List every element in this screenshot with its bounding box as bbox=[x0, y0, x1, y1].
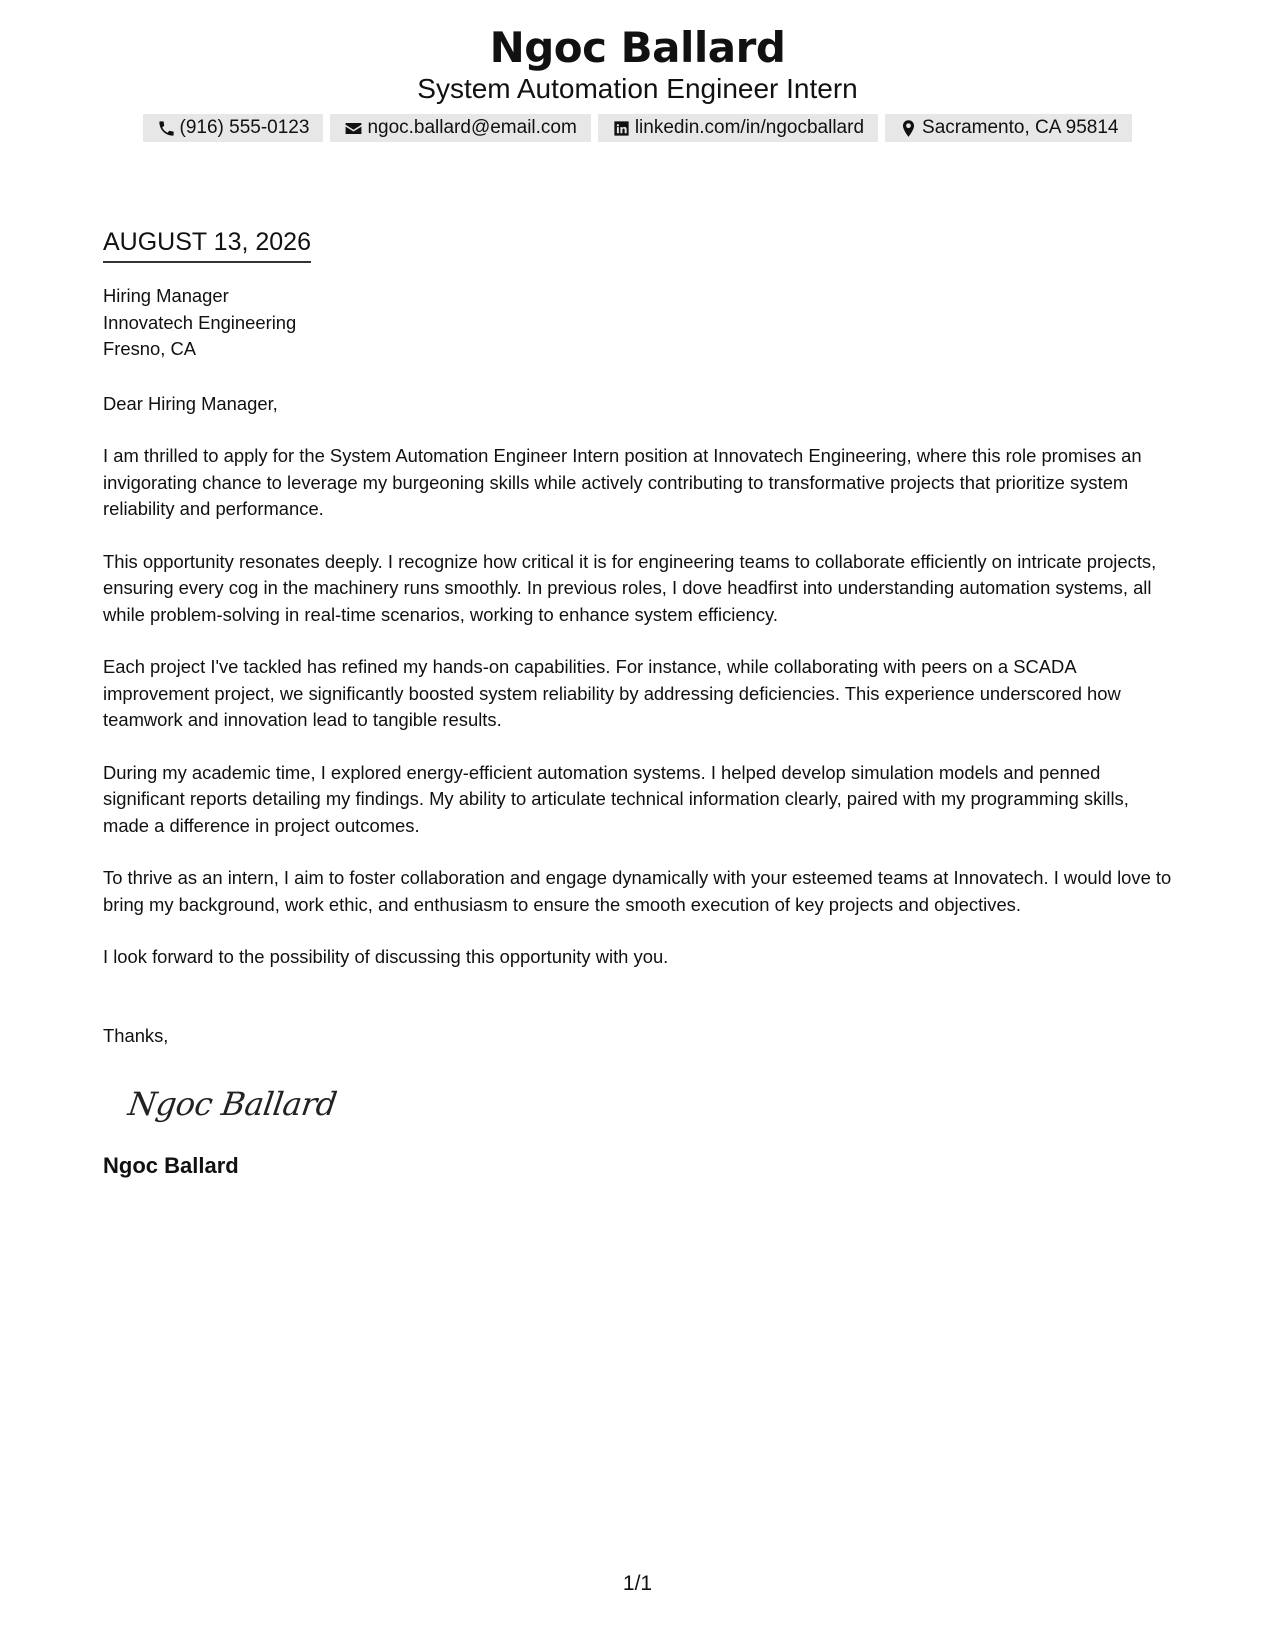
body-paragraph: This opportunity resonates deeply. I recognize how critical it is for engineering teams to collaborate efficiently on intricate projects, ensuring every cog in the machinery runs smoothly. In previous roles, I dove headfirst into understanding automation systems, all while problem-solving in real-time scenarios, working to enhance system efficiency. bbox=[103, 550, 1157, 625]
contact-bar bbox=[0, 114, 1275, 142]
contact-location bbox=[885, 114, 1132, 142]
letter-body bbox=[103, 226, 1178, 1181]
signed-name: Ngoc Ballard bbox=[103, 1153, 239, 1178]
recipient-line: Fresno, CA bbox=[103, 338, 197, 359]
recipient-line: Innovatech Engineering bbox=[103, 311, 297, 333]
envelope-icon bbox=[344, 119, 363, 138]
salutation: Dear Hiring Manager, bbox=[103, 392, 278, 414]
body-paragraph: I am thrilled to apply for the System Automation Engineer Intern position at Innovatech Engineering, where this role promises an invigorating chance to leverage my burgeoning skills while actively contributing to transformative projects that prioritize system reliability and performance. bbox=[103, 445, 1142, 519]
contact-linkedin[interactable] bbox=[598, 114, 878, 142]
applicant-title: System Automation Engineer Intern bbox=[417, 73, 858, 104]
letter-date: AUGUST 13, 2026 bbox=[103, 226, 311, 263]
recipient-block bbox=[103, 283, 1178, 363]
contact-email[interactable] bbox=[330, 114, 590, 142]
contact-phone-text: (916) 555-0123 bbox=[179, 117, 310, 138]
handwritten-signature: Ngoc Ballard bbox=[125, 1085, 339, 1123]
closing: Thanks, bbox=[103, 1024, 169, 1046]
contact-phone bbox=[143, 114, 324, 142]
recipient-line: Hiring Manager bbox=[103, 285, 229, 306]
phone-icon bbox=[157, 119, 176, 138]
map-marker-icon bbox=[899, 119, 918, 138]
letter-header bbox=[0, 22, 1275, 142]
body-paragraph: To thrive as an intern, I aim to foster collaboration and engage dynamically with your esteemed teams at Innovatech. I would love to bring my background, work ethic, and enthusiasm to ensure the smooth execution of key projects and objectives. bbox=[103, 867, 1172, 915]
body-paragraph: During my academic time, I explored energy-efficient automation systems. I helped develop simulation models and penned significant reports detailing my findings. My ability to articulate technical information clearly, paired with my programming skills, made a difference in project outcomes. bbox=[103, 761, 1129, 836]
contact-email-text: ngoc.ballard@email.com bbox=[367, 117, 577, 138]
contact-linkedin-text: linkedin.com/in/ngocballard bbox=[634, 117, 865, 138]
body-paragraph: Each project I've tackled has refined my hands-on capabilities. For instance, while collaborating with peers on a SCADA improvement project, we significantly boosted system reliability by addressing deficiencies. This experience underscored how teamwork and innovation lead to tangible results. bbox=[103, 656, 1121, 730]
contact-location-text: Sacramento, CA 95814 bbox=[922, 117, 1119, 138]
applicant-name: Ngoc Ballard bbox=[489, 23, 786, 72]
body-paragraph: I look forward to the possibility of discussing this opportunity with you. bbox=[103, 946, 669, 967]
page-number: 1/1 bbox=[622, 1572, 653, 1595]
linkedin-icon bbox=[612, 119, 631, 138]
